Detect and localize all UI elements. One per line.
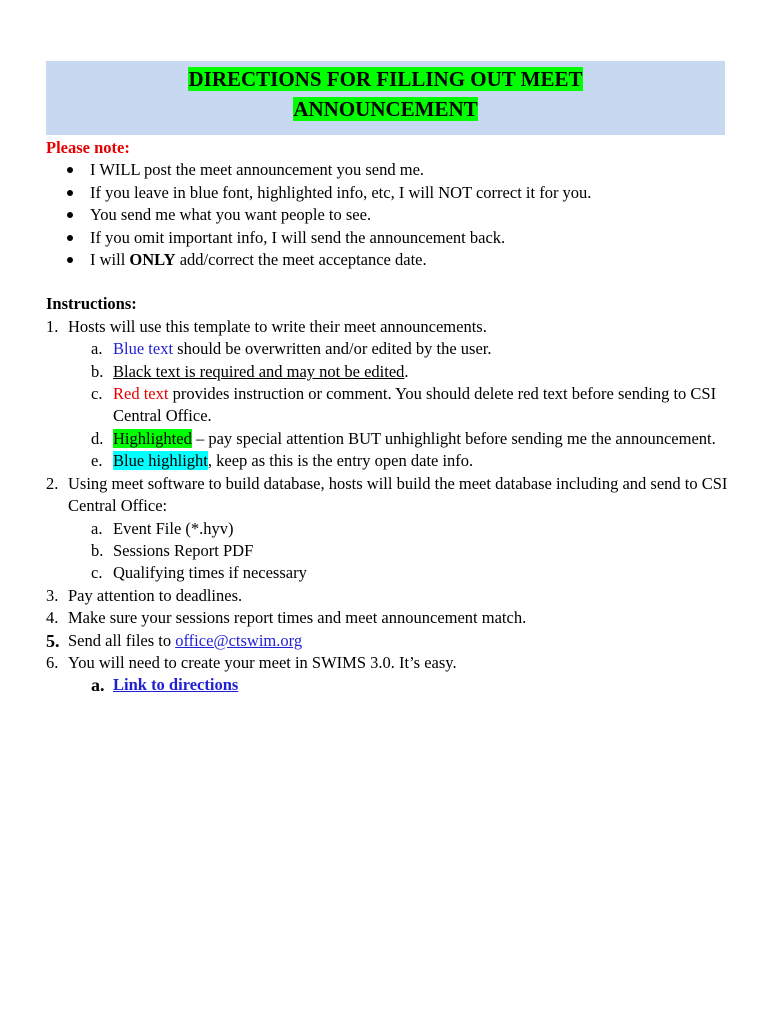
sub-item-red-text: c. Red text provides instruction or comment. You should delete red text before sending to CSI Central Office. xyxy=(91,384,717,426)
instruction-item-3: 3. Pay attention to deadlines. xyxy=(46,585,243,605)
sub-item-highlighted: d. Highlighted – pay special attention BUT unhighlight before sending me the announcement. xyxy=(91,428,716,448)
title-line-1: DIRECTIONS FOR FILLING OUT MEET xyxy=(188,67,583,91)
bullet-icon xyxy=(67,167,73,173)
bullet-icon xyxy=(67,190,73,196)
sub-item-event-file: a. Event File (*.hyv) xyxy=(91,518,234,538)
title-line-2: ANNOUNCEMENT xyxy=(293,97,478,121)
list-item: I WILL post the meet announcement you send me. xyxy=(46,159,736,181)
instruction-item-5: 5. Send all files to office@ctswim.org xyxy=(46,630,303,651)
sub-item-blue-highlight: e. Blue highlight, keep as this is the entry open date info. xyxy=(91,451,474,471)
bullet-icon xyxy=(67,257,73,263)
instruction-item-2: 2. Using meet software to build database, hosts will build the meet database including and send to CSI Central Office: xyxy=(46,473,728,516)
list-item: If you omit important info, I will send the announcement back. xyxy=(46,227,736,249)
note-list xyxy=(46,159,736,271)
instructions-heading: Instructions: xyxy=(46,294,137,314)
sub-item-black-text: b. Black text is required and may not be edited. xyxy=(91,361,409,381)
sub-item-blue-text: a. Blue text should be overwritten and/or edited by the user. xyxy=(91,339,492,359)
instruction-item-6: 6. You will need to create your meet in SWIMS 3.0. It’s easy. xyxy=(46,652,457,672)
instruction-item-1: 1. Hosts will use this template to write their meet announcements. xyxy=(46,316,487,336)
document-body xyxy=(46,137,736,697)
list-item: You send me what you want people to see. xyxy=(46,204,736,226)
sub-item-directions-link: a. Link to directions xyxy=(91,675,239,696)
bullet-icon xyxy=(67,235,73,241)
bullet-icon xyxy=(67,212,73,218)
sub-item-sessions-report: b. Sessions Report PDF xyxy=(91,540,254,560)
list-item: If you leave in blue font, highlighted info, etc, I will NOT correct it for you. xyxy=(46,182,736,204)
directions-link[interactable]: Link to directions xyxy=(113,675,239,695)
sub-item-qualifying-times: c. Qualifying times if necessary xyxy=(91,563,307,583)
note-heading: Please note: xyxy=(46,138,130,157)
list-item: I will ONLY add/correct the meet acceptance date. xyxy=(46,249,736,271)
instruction-item-4: 4. Make sure your sessions report times and meet announcement match. xyxy=(46,608,527,628)
title-banner xyxy=(46,61,725,135)
office-email-link[interactable]: office@ctswim.org xyxy=(175,630,303,650)
